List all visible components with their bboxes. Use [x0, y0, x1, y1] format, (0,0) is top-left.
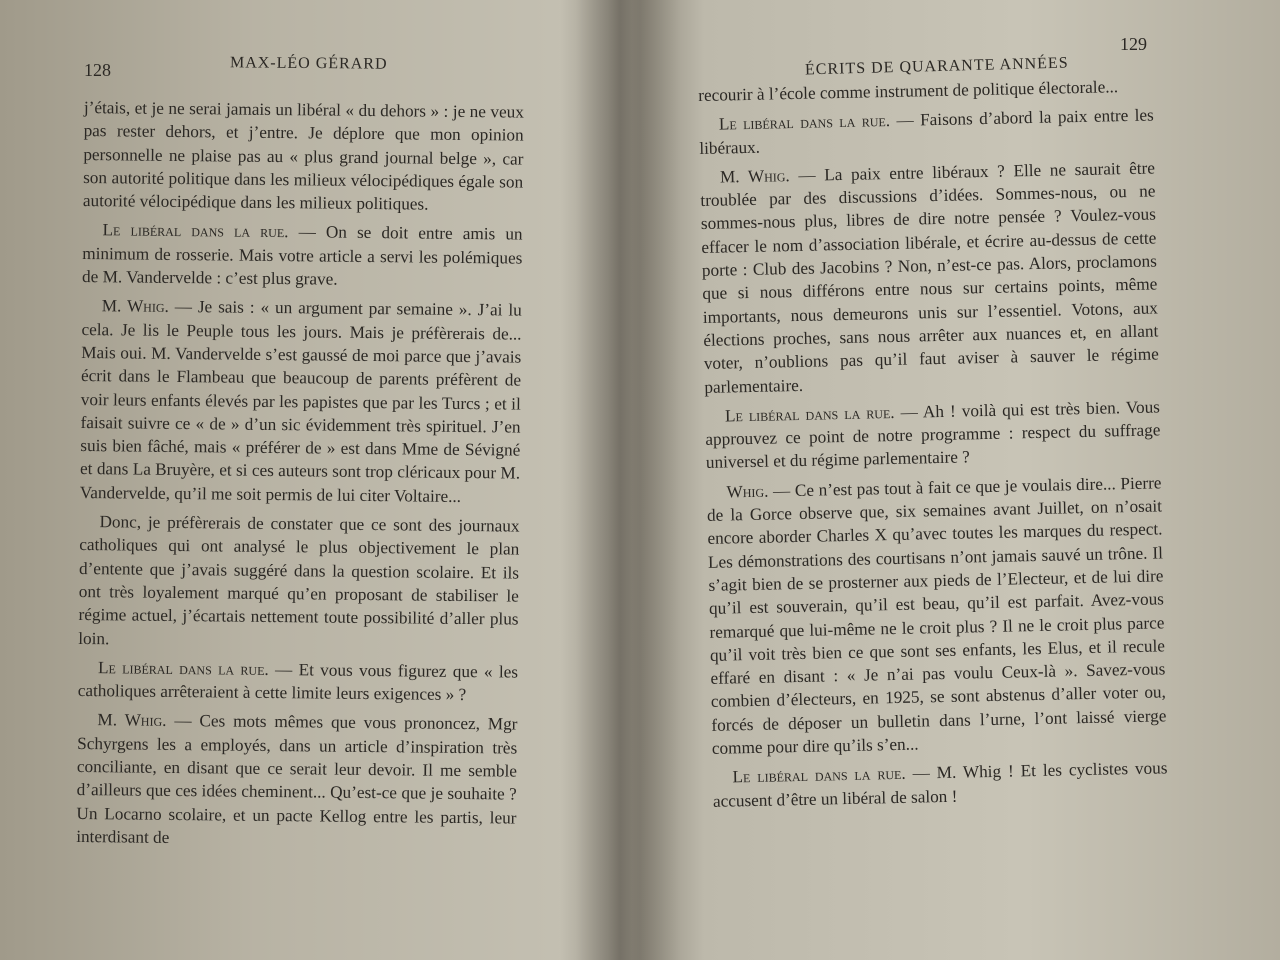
paragraph-text: j’étais, et je ne serai jamais un libéral « du dehors » : je ne veux pas rester dehors, et j’entre. Je déplore que mon opinion personnelle ne plaise pas au « plus grand journal belge », car son autorité politique dans les milieux vélocipédiques égale son autorité vélocipédique dans les milieux politiques. [82, 97, 524, 214]
paragraph-text: recourir à l’école comme instrument de politique électorale... [698, 77, 1119, 105]
paragraph [706, 471, 1167, 760]
running-head-left: MAX-LÉO GÉRARD [229, 54, 388, 73]
paragraph-text: — La paix entre libéraux ? Elle ne saurait être troublée par des discussions d’idées. Sommes-nous, ou ne sommes-nous plus, libres de dire notre pensée ? Voulez-vous effacer le nom d’association libérale, et écrire au-dessus de cette porte : Club des Jacobins ? Non, n’est-ce pas. Alors, proclamons que si nous différons entre nous sur certains points, même importants, nous demeurons unis sur l’essentiel. Votons, aux élections proches, sans nous arrêter aux nuances et, en allant voter, n’oublions pas qu’il faut aviser à sauver le régime parlementaire. [700, 158, 1159, 397]
paragraph-text: — Ce n’est pas tout à fait ce que je voulais dire... Pierre de la Gorce observe que, six semaines avant Juillet, on n’osait encore aborder Charles X qu’avec toutes les marques du respect. Les démonstrations des courtisans n’ont jamais sauvé un trône. Il s’agit bien de se prosterner aux pieds de l’Electeur, et de lui dire qu’il est souverain, qu’il est beau, qu’il est parfait. Avez-vous remarqué que lui-même ne le croit plus ? Il ne le croit plus parce qu’il voit très bien ce que sont ses enfants, les Elus, et il recule effaré en disant : « Je n’ai pas voulu Ceux-là ». Savez-vous combien d’électeurs, en 1925, se sont abstenus d’aller voter ou, forcés de déposer un bulletin dans l’urne, l’ont laissé vierge comme pour dire qu’ils s’en... [706, 473, 1167, 758]
right-page-text [698, 74, 1168, 818]
paragraph [80, 294, 522, 508]
speaker-name: Le libéral dans la rue. [718, 111, 891, 134]
paragraph-text: — M. Whig ! Et les cyclistes vous accusent d’être un libéral de salon ! [712, 758, 1168, 811]
running-head-right: ÉCRITS DE QUARANTE ANNÉES [804, 54, 1069, 79]
paragraph-text: — Ces mots mêmes que vous prononcez, Mgr Schyrgens les a employés, dans un article d’inspiration très conciliante, en disant que ce serait leur devoir. Il me semble d’ailleurs que ces idées cheminent... Qu’est-ce que je souhaite ? Un Locarno scolaire, et un pacte Kellog entre les partis, leur interdisant de [76, 711, 518, 847]
paragraph-text: — Faisons d’abord la paix entre les libéraux. [699, 105, 1154, 158]
paragraph [76, 708, 517, 852]
speaker-name: M. Whig. [97, 710, 167, 731]
paragraph [78, 510, 519, 654]
left-page [0, 0, 560, 960]
speaker-name: M. Whig. [101, 296, 169, 317]
speaker-name: M. Whig. [719, 165, 790, 187]
right-page [640, 0, 1280, 960]
paragraph-text: — Ah ! voilà qui est très bien. Vous approuvez ce point de notre programme : respect du suffrage universel et du régime parlementaire ? [705, 397, 1161, 473]
paragraph [83, 96, 524, 217]
paragraph [699, 104, 1155, 160]
paragraph-text: — Et vous vous figurez que « les catholiques arrêteraient à cette limite leurs exigences » ? [77, 659, 519, 705]
speaker-name: Le libéral dans la rue. [724, 402, 895, 426]
paragraph-text: — On se doit entre amis un minimum de rosserie. Mais votre article a servi les polémiques de M. Vandervelde : c’est plus grave. [82, 222, 523, 289]
paragraph [698, 74, 1153, 107]
paragraph-text: Donc, je préfèrerais de constater que ce sont des journaux catholiques qui ont analysé le plus objectivement le plan d’entente que j’avais suggéré dans la question scolaire. Et ils ont très loyalement marqué qu’en proposant de stabiliser le régime actuel, j’écartais nettement toute possibilité d’aller plus loin. [78, 512, 520, 648]
paragraph [82, 218, 523, 292]
left-page-text [76, 96, 524, 859]
page-number-left: 128 [84, 60, 111, 80]
page-number-right: 129 [1120, 34, 1147, 54]
speaker-name: Le libéral dans la rue. [102, 220, 289, 242]
speaker-name: Le libéral dans la rue. [97, 658, 269, 679]
paragraph [78, 656, 518, 707]
paragraph [705, 395, 1161, 474]
paragraph-text: — Je sais : « un argument par semaine ». J’ai lu cela. Je lis le Peuple tous les jours. Mais je préfèrerais de... Mais oui. M. Vandervelde s’est gaussé de moi parce que j’avais écrit dans le Flambeau que beaucoup de parents préfèrent de voir leurs enfants élevés par les papistes que par les Turcs ; et il faisait suivre ce « de » d’un sic évidemment très spirituel. J’en suis bien fâché, mais « préférer de » est dans Mme de Sévigné et dans La Bruyère, et si ces auteurs sont trop cléricaux pour M. Vandervelde, qu’il me soit permis de lui citer Voltaire... [79, 297, 522, 506]
paragraph [712, 757, 1168, 813]
speaker-name: Le libéral dans la rue. [732, 764, 906, 787]
paragraph [700, 156, 1160, 398]
speaker-name: Whig. [726, 481, 769, 502]
